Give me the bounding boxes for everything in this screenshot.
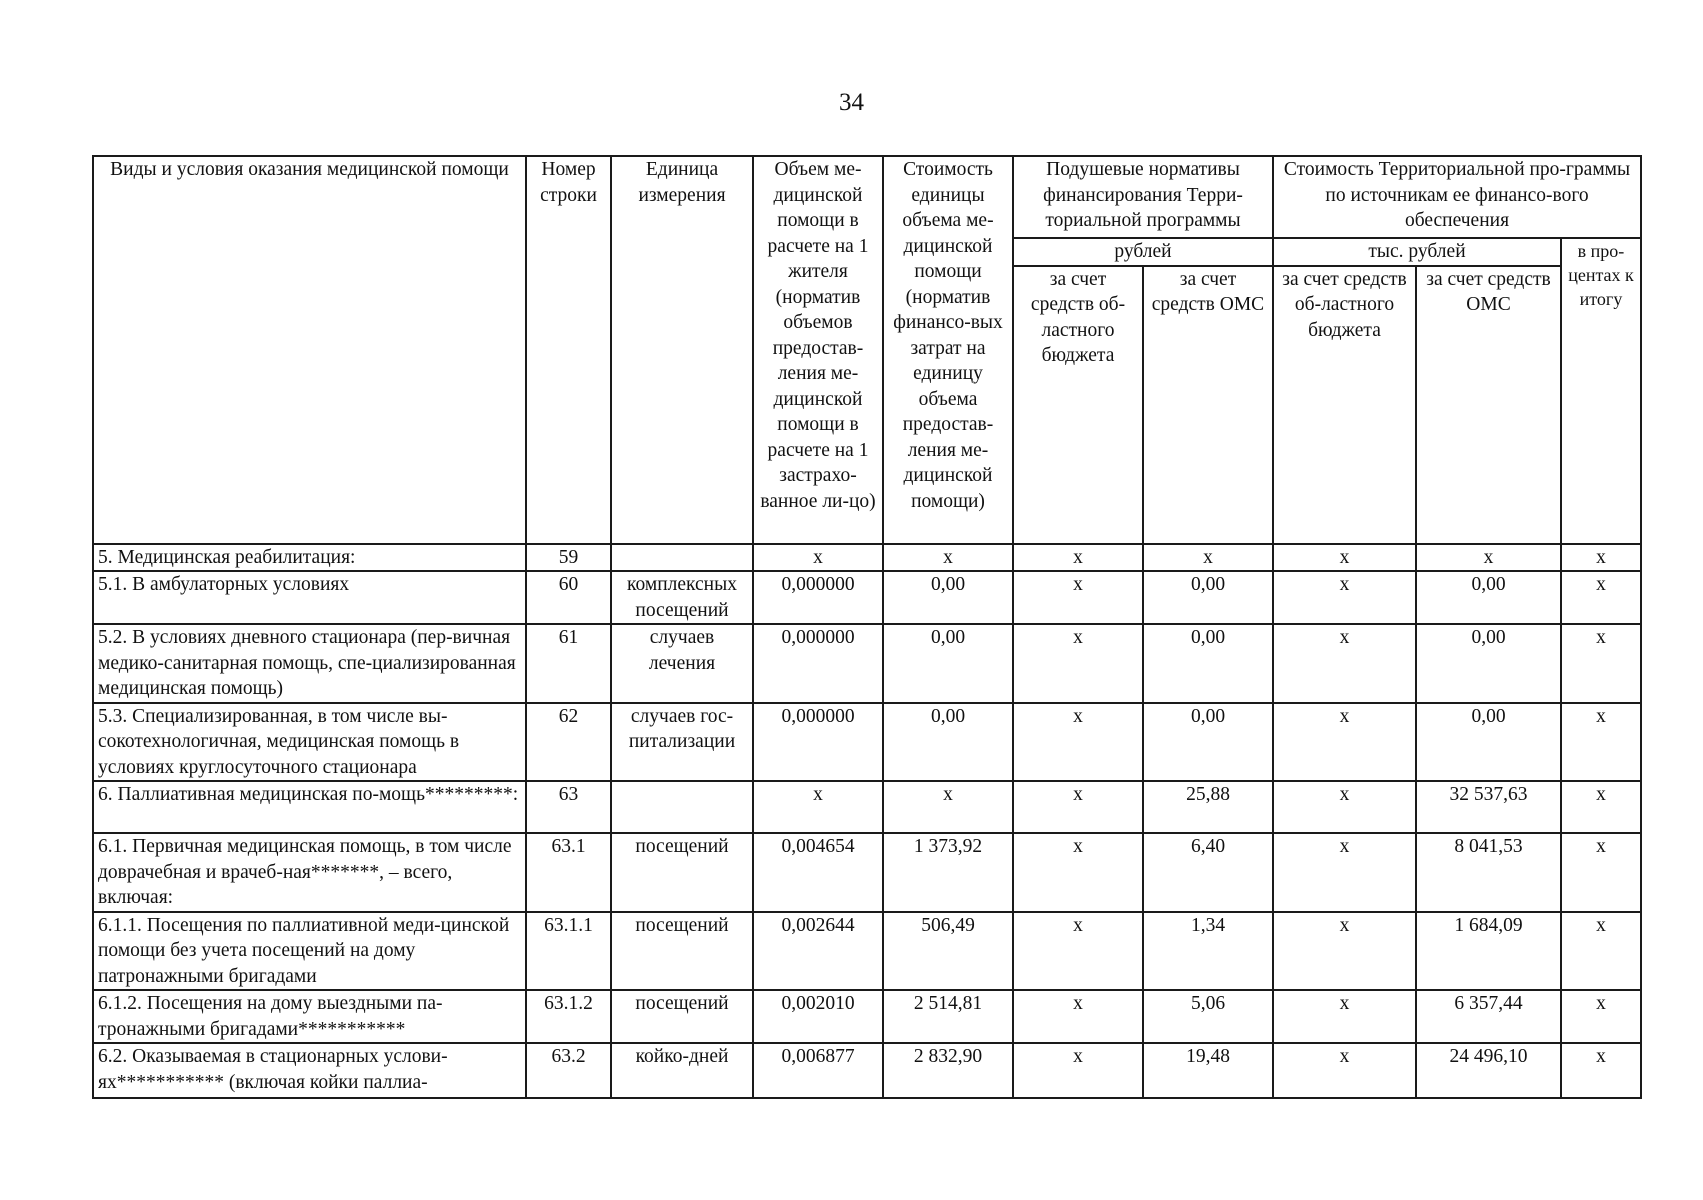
table-row xyxy=(93,912,1641,991)
row-total-regional: х xyxy=(1273,624,1416,703)
row-unit xyxy=(611,781,753,833)
row-name: 5.2. В условиях дневного стационара (пер-вичная медико-санитарная помощь, спе-циализированная медицинская помощь) xyxy=(93,624,526,703)
row-per-capita-oms: х xyxy=(1143,544,1273,572)
row-name: 6.1.2. Посещения на дому выездными па-тронажными бригадами*********** xyxy=(93,990,526,1043)
header-cost-regional: за счет средств об-ластного бюджета xyxy=(1273,266,1416,544)
row-total-oms: 0,00 xyxy=(1416,571,1561,624)
row-per-capita-oms: 1,34 xyxy=(1143,912,1273,991)
header-per-capita-regional: за счет средств об-ластного бюджета xyxy=(1013,266,1143,544)
header-per-capita-oms: за счет средств ОМС xyxy=(1143,266,1273,544)
row-name: 6.1. Первичная медицинская помощь, в том числе доврачебная и врачеб-ная*******, – всего, включая: xyxy=(93,833,526,912)
row-per-capita-regional: х xyxy=(1013,781,1143,833)
row-name: 6.1.1. Посещения по паллиативной меди-цинской помощи без учета посещений на дому патронажными бригадами xyxy=(93,912,526,991)
table-row xyxy=(93,833,1641,912)
row-per-capita-oms: 5,06 xyxy=(1143,990,1273,1043)
table-row xyxy=(93,990,1641,1043)
header-per-capita-group: Подушевые нормативы финансирования Терри-ториальной программы xyxy=(1013,156,1273,238)
row-number: 60 xyxy=(526,571,611,624)
row-total-regional: х xyxy=(1273,544,1416,572)
row-volume: 0,000000 xyxy=(753,703,883,782)
row-number: 61 xyxy=(526,624,611,703)
row-name: 6.2. Оказываемая в стационарных услови-ях*********** (включая койки паллиа- xyxy=(93,1043,526,1098)
row-total-oms: 1 684,09 xyxy=(1416,912,1561,991)
row-per-capita-regional: х xyxy=(1013,1043,1143,1098)
header-volume: Объем ме-дицинской помощи в расчете на 1 жителя (норматив объемов предостав-ления ме-дицинской помощи в расчете на 1 застрахо-ванное ли-цо) xyxy=(753,156,883,544)
row-per-capita-oms: 19,48 xyxy=(1143,1043,1273,1098)
header-per-capita-unit: рублей xyxy=(1013,238,1273,266)
row-per-capita-regional: х xyxy=(1013,990,1143,1043)
row-unit xyxy=(611,544,753,572)
row-cost: 2 832,90 xyxy=(883,1043,1013,1098)
row-cost: 506,49 xyxy=(883,912,1013,991)
row-total-oms: 6 357,44 xyxy=(1416,990,1561,1043)
row-percent: х xyxy=(1561,624,1641,703)
row-per-capita-oms: 6,40 xyxy=(1143,833,1273,912)
row-number: 63.1 xyxy=(526,833,611,912)
header-row-number: Номер строки xyxy=(526,156,611,544)
row-cost: 0,00 xyxy=(883,571,1013,624)
row-volume: х xyxy=(753,781,883,833)
row-total-regional: х xyxy=(1273,833,1416,912)
row-unit: посещений xyxy=(611,990,753,1043)
page-number: 34 xyxy=(839,89,864,116)
row-name: 5.1. В амбулаторных условиях xyxy=(93,571,526,624)
row-cost: 1 373,92 xyxy=(883,833,1013,912)
row-per-capita-regional: х xyxy=(1013,912,1143,991)
row-total-oms: 24 496,10 xyxy=(1416,1043,1561,1098)
row-percent: х xyxy=(1561,571,1641,624)
row-volume: х xyxy=(753,544,883,572)
row-percent: х xyxy=(1561,912,1641,991)
row-per-capita-oms: 0,00 xyxy=(1143,571,1273,624)
row-number: 63.1.2 xyxy=(526,990,611,1043)
row-unit: койко-дней xyxy=(611,1043,753,1098)
header-cost-oms: за счет средств ОМС xyxy=(1416,266,1561,544)
row-percent: х xyxy=(1561,1043,1641,1098)
row-total-regional: х xyxy=(1273,781,1416,833)
row-per-capita-oms: 0,00 xyxy=(1143,624,1273,703)
row-number: 62 xyxy=(526,703,611,782)
row-per-capita-oms: 0,00 xyxy=(1143,703,1273,782)
row-total-regional: х xyxy=(1273,1043,1416,1098)
row-per-capita-regional: х xyxy=(1013,571,1143,624)
row-cost: 2 514,81 xyxy=(883,990,1013,1043)
row-per-capita-oms: 25,88 xyxy=(1143,781,1273,833)
row-total-regional: х xyxy=(1273,990,1416,1043)
row-volume: 0,000000 xyxy=(753,571,883,624)
row-percent: х xyxy=(1561,990,1641,1043)
row-volume: 0,000000 xyxy=(753,624,883,703)
row-volume: 0,004654 xyxy=(753,833,883,912)
row-number: 59 xyxy=(526,544,611,572)
row-total-oms: 8 041,53 xyxy=(1416,833,1561,912)
row-name: 5.3. Специализированная, в том числе вы-сокотехнологичная, медицинская помощь в условиях круглосуточного стационара xyxy=(93,703,526,782)
table-body xyxy=(93,544,1641,1099)
row-unit: посещений xyxy=(611,912,753,991)
row-cost: х xyxy=(883,781,1013,833)
header-cost-group: Стоимость Территориальной про-граммы по источникам ее финансо-вого обеспечения xyxy=(1273,156,1641,238)
row-unit: случаев лечения xyxy=(611,624,753,703)
header-unit: Единица измерения xyxy=(611,156,753,544)
table-row xyxy=(93,571,1641,624)
table-row xyxy=(93,1043,1641,1098)
row-percent: х xyxy=(1561,544,1641,572)
row-volume: 0,006877 xyxy=(753,1043,883,1098)
row-cost: 0,00 xyxy=(883,624,1013,703)
table-row xyxy=(93,703,1641,782)
row-total-regional: х xyxy=(1273,912,1416,991)
row-percent: х xyxy=(1561,833,1641,912)
header-cost-unit: тыс. рублей xyxy=(1273,238,1561,266)
header-percent: в про-центах к итогу xyxy=(1561,238,1641,544)
row-unit: случаев гос-питализации xyxy=(611,703,753,782)
row-total-regional: х xyxy=(1273,703,1416,782)
row-number: 63 xyxy=(526,781,611,833)
row-volume: 0,002644 xyxy=(753,912,883,991)
row-volume: 0,002010 xyxy=(753,990,883,1043)
row-total-oms: х xyxy=(1416,544,1561,572)
row-name: 6. Паллиативная медицинская по-мощь*********: xyxy=(93,781,526,833)
table-row xyxy=(93,781,1641,833)
row-cost: х xyxy=(883,544,1013,572)
row-name: 5. Медицинская реабилитация: xyxy=(93,544,526,572)
row-per-capita-regional: х xyxy=(1013,544,1143,572)
row-cost: 0,00 xyxy=(883,703,1013,782)
header-type: Виды и условия оказания медицинской помощи xyxy=(93,156,526,544)
row-total-oms: 0,00 xyxy=(1416,624,1561,703)
row-percent: х xyxy=(1561,781,1641,833)
row-number: 63.1.1 xyxy=(526,912,611,991)
header-cost: Стоимость единицы объема ме-дицинской помощи (норматив финансо-вых затрат на единицу объема предостав-ления ме-дицинской помощи) xyxy=(883,156,1013,544)
row-per-capita-regional: х xyxy=(1013,703,1143,782)
financing-table xyxy=(92,155,1642,1099)
row-percent: х xyxy=(1561,703,1641,782)
row-total-oms: 0,00 xyxy=(1416,703,1561,782)
row-unit: комплексных посещений xyxy=(611,571,753,624)
table-row xyxy=(93,544,1641,572)
row-per-capita-regional: х xyxy=(1013,833,1143,912)
row-total-oms: 32 537,63 xyxy=(1416,781,1561,833)
table-row xyxy=(93,624,1641,703)
row-number: 63.2 xyxy=(526,1043,611,1098)
row-total-regional: х xyxy=(1273,571,1416,624)
row-per-capita-regional: х xyxy=(1013,624,1143,703)
row-unit: посещений xyxy=(611,833,753,912)
